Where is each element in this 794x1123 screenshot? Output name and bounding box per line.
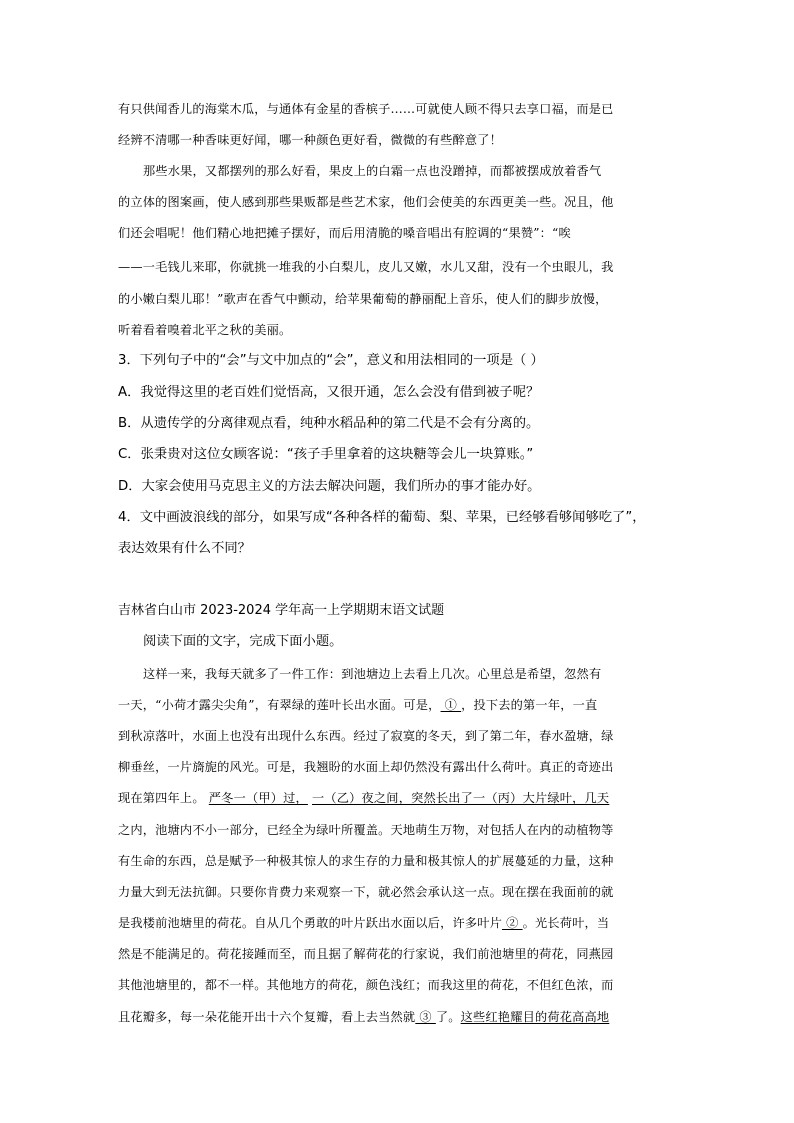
passage-line: 然是不能满足的。荷花接踵而至，而且据了解荷花的行家说，我们前池塘里的荷花，同燕园	[118, 947, 614, 961]
text: 。光长荷叶，当	[522, 916, 610, 930]
passage-line: 经辨不清哪一种香味更好闻，哪一种颜色更好看，微微的有些醉意了！	[118, 133, 503, 147]
passage-line: 听着看着嗅着北平之秋的美丽。	[118, 323, 292, 337]
option-c: C．张秉贵对这位女顾客说：“孩子手里拿着的这块糖等会儿一块算账。”	[118, 447, 534, 462]
underlined-text: 这些红艳耀目的荷花高高地	[460, 1010, 610, 1024]
option-b: B．从遗传学的分离律观点看，纯种水稻品种的第二代是不会有分离的。	[118, 416, 540, 431]
question-4-cont: 表达效果有什么不同？	[118, 541, 251, 556]
passage-line: 有生命的东西，总是赋予一种极其惊人的求生存的力量和极其惊人的扩展蔓延的力量，这种	[118, 854, 614, 868]
passage-line	[118, 696, 678, 714]
passage-line	[118, 1008, 678, 1026]
passage-line: 其他池塘里的，都不一样。其他地方的荷花，颜色浅红；而我这里的荷花，不但红色浓，而	[118, 978, 614, 992]
passage-line: 的立体的图案画，使人感到那些果贩都是些艺术家，他们会使美的东西更美一些。况且，他	[118, 195, 614, 209]
text: 是我楼前池塘里的荷花。自从几个勇敢的叶片跃出水面以后，许多叶片	[118, 916, 503, 930]
blank-3: ③	[415, 1010, 436, 1024]
passage-line	[118, 914, 678, 932]
underlined-text: 一（乙）夜之间，突然长出了一（丙）大片绿叶，几天	[311, 791, 610, 805]
passage-line: 之内，池塘内不小一部分，已经全为绿叶所覆盖。天地萌生万物，对包括人在内的动植物等	[118, 823, 614, 837]
passage-line: ——一毛钱儿来耶，你就挑一堆我的小白梨儿，皮儿又嫩，水儿又甜，没有一个虫眼儿，我	[118, 260, 614, 274]
text: 了。	[435, 1010, 461, 1024]
text: ，投下去的第一年，一直	[461, 698, 598, 712]
passage-line: 们还会唱呢！他们精心地把摊子摆好，而后用清脆的嗓音唱出有腔调的“果赞”：“唉	[118, 226, 571, 240]
blank-1: ①	[440, 698, 462, 712]
underlined-text: 严冬一（甲）过，	[208, 791, 308, 805]
text: 一天，“小荷才露尖尖角”，有翠绿的莲叶长出水面。可是，	[118, 698, 441, 712]
passage-line	[118, 789, 678, 807]
passage-line: 力量大到无法抗御。只要你肯费力来观察一下，就必然会承认这一点。现在摆在我面前的就	[118, 885, 614, 899]
instruction: 阅读下面的文字，完成下面小题。	[143, 634, 343, 649]
question-4: 4．文中画波浪线的部分，如果写成“各种各样的葡萄、梨、苹果，已经够看够闻够吃了”，	[118, 510, 646, 525]
question-3: 3．下列句子中的“会”与文中加点的“会”，意义和用法相同的一项是（ ）	[118, 353, 544, 368]
passage-line: 的小嫩白梨儿耶！”歌声在香气中颤动，给苹果葡萄的静丽配上音乐，使人们的脚步放慢，	[118, 292, 608, 306]
passage-line: 柳垂丝，一片旖旎的风光。可是，我翘盼的水面上却仍然没有露出什么荷叶。真正的奇迹出	[118, 760, 614, 774]
option-d: D．大家会使用马克思主义的方法去解决问题，我们所办的事才能办好。	[118, 479, 541, 494]
blank-2: ②	[502, 916, 523, 930]
text: 且花瓣多，每一朵花能开出十六个复瓣，看上去当然就	[118, 1010, 416, 1024]
text: 现在第四年上。	[118, 791, 205, 805]
passage-line: 到秋凉落叶，水面上也没有出现什么东西。经过了寂寞的冬天，到了第二年，春水盈塘，绿	[118, 729, 614, 743]
passage-line: 有只供闻香儿的海棠木瓜，与通体有金星的香槟子……可就使人顾不得只去享口福，而是已	[118, 102, 614, 116]
passage-line: 那些水果，又都摆列的那么好看，果皮上的白霜一点也没蹭掉，而都被摆成放着香气	[143, 164, 602, 178]
option-a: A．我觉得这里的老百姓们觉悟高，又很开通，怎么会没有借到被子呢？	[118, 385, 540, 400]
passage-line: 这样一来，我每天就多了一件工作：到池塘边上去看上几次。心里总是希望，忽然有	[143, 667, 602, 681]
section-title: 吉林省白山市 2023-2024 学年高一上学期期末语文试题	[118, 603, 445, 618]
